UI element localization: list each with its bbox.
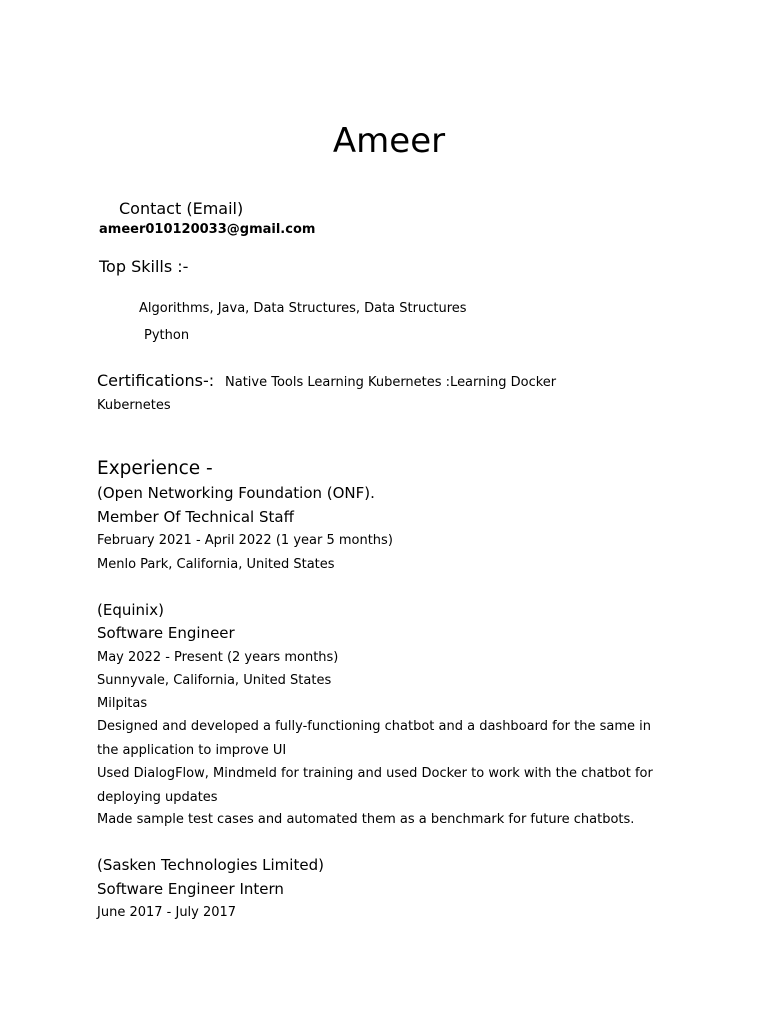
certifications-line-1: Native Tools Learning Kubernetes :Learning Docker: [225, 375, 557, 390]
job-company: (Sasken Technologies Limited): [97, 856, 324, 874]
job-title: Software Engineer Intern: [97, 880, 284, 898]
job-title: Member Of Technical Staff: [97, 508, 294, 526]
job-detail-line: Designed and developed a fully-functioning chatbot and a dashboard for the same in: [97, 719, 651, 734]
job-detail-line: the application to improve UI: [97, 743, 287, 758]
job-location: Sunnyvale, California, United States: [97, 673, 332, 688]
skills-line-2: Python: [144, 328, 190, 343]
job-detail-line: Milpitas: [97, 696, 148, 711]
job-company: (Open Networking Foundation (ONF).: [97, 484, 375, 502]
candidate-name: Ameer: [332, 121, 446, 161]
contact-heading: Contact (Email): [119, 199, 244, 218]
contact-email: ameer010120033@gmail.com: [99, 222, 316, 237]
job-detail-line: Used DialogFlow, Mindmeld for training and used Docker to work with the chatbot for: [97, 766, 653, 781]
skills-heading: Top Skills :-: [99, 257, 189, 276]
job-location: Menlo Park, California, United States: [97, 557, 335, 572]
job-company: (Equinix): [97, 601, 164, 619]
job-dates: February 2021 - April 2022 (1 year 5 months): [97, 533, 393, 548]
job-detail-line: Made sample test cases and automated them as a benchmark for future chatbots.: [97, 812, 635, 827]
job-detail-line: deploying updates: [97, 790, 218, 805]
certifications-heading: Certifications-:: [97, 371, 215, 390]
job-dates: June 2017 - July 2017: [97, 905, 237, 920]
experience-heading: Experience -: [97, 458, 213, 479]
skills-line-1: Algorithms, Java, Data Structures, Data Structures: [139, 301, 467, 316]
job-dates: May 2022 - Present (2 years months): [97, 650, 339, 665]
certifications-line-2: Kubernetes: [97, 398, 171, 413]
job-title: Software Engineer: [97, 624, 235, 642]
